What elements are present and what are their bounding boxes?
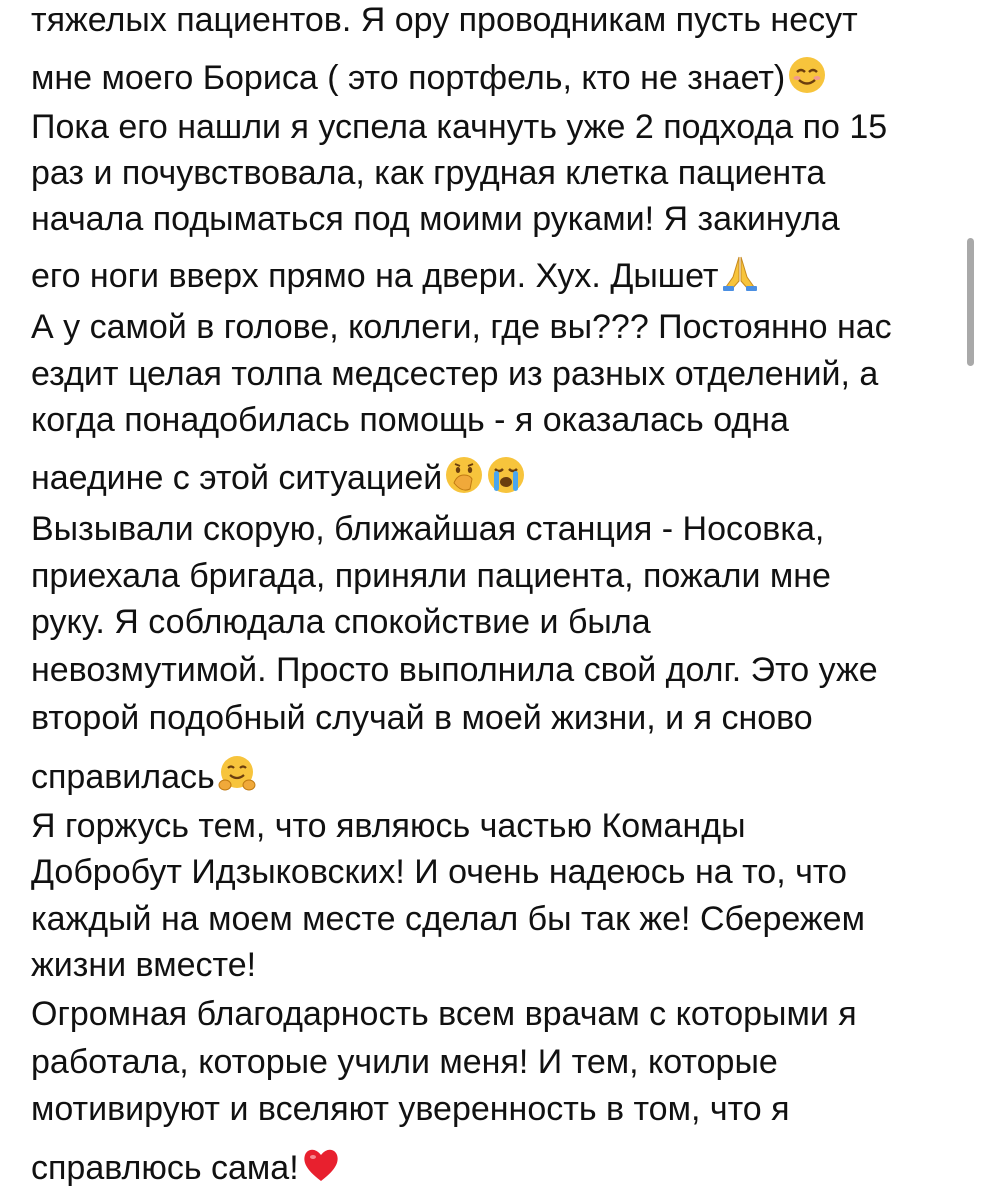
hugging-face-icon [217,754,257,794]
red-heart-icon [301,1145,341,1185]
text-line: Пока его нашли я успела качнуть уже 2 подхода по 15 [31,108,888,146]
text-line: его ноги вверх прямо на двери. Хух. Дышет [31,253,760,296]
text-line: каждый на моем месте сделал бы так же! Сбережем [31,900,865,938]
text-line: мне моего Бориса ( это портфель, кто не знает) [31,55,827,98]
text-line: приехала бригада, приняли пациента, пожали мне [31,557,831,595]
smiling-face-icon [787,55,827,95]
text-line: когда понадобилась помощь - я оказалась одна [31,401,789,439]
text-line: тяжелых пациентов. Я ору проводникам пусть несут [31,1,858,39]
scrollbar-thumb[interactable] [967,238,974,366]
text-line: невозмутимой. Просто выполнила свой долг. Это уже [31,651,878,689]
folded-hands-icon [720,253,760,293]
text-line: жизни вместе! [31,946,257,984]
vertical-scrollbar[interactable] [967,238,975,366]
text-line: ездит целая толпа медсестер из разных отделений, а [31,355,879,393]
text-line: начала подыматься под моими руками! Я закинула [31,200,840,238]
face-with-hand-over-mouth-icon [444,455,484,495]
text-line: руку. Я соблюдала спокойствие и была [31,603,651,641]
text-line: Огромная благодарность всем врачам с которыми я [31,995,857,1033]
text-line: Вызывали скорую, ближайшая станция - Носовка, [31,510,825,548]
text-line: второй подобный случай в моей жизни, и я сново [31,699,813,737]
text-line: справилась [31,754,257,797]
text-line: А у самой в голове, коллеги, где вы??? Постоянно нас [31,308,892,346]
text-line: работала, которые учили меня! И тем, которые [31,1043,778,1081]
text-line: наедине с этой ситуацией [31,455,526,498]
text-line: раз и почувствовала, как грудная клетка пациента [31,154,826,192]
text-line: мотивируют и вселяют уверенность в том, что я [31,1090,790,1128]
text-line: Добробут Идзыковских! И очень надеюсь на то, что [31,853,847,891]
loudly-crying-face-icon [486,455,526,495]
text-line: справлюсь сама! [31,1145,341,1188]
text-line: Я горжусь тем, что являюсь частью Команды [31,807,746,845]
